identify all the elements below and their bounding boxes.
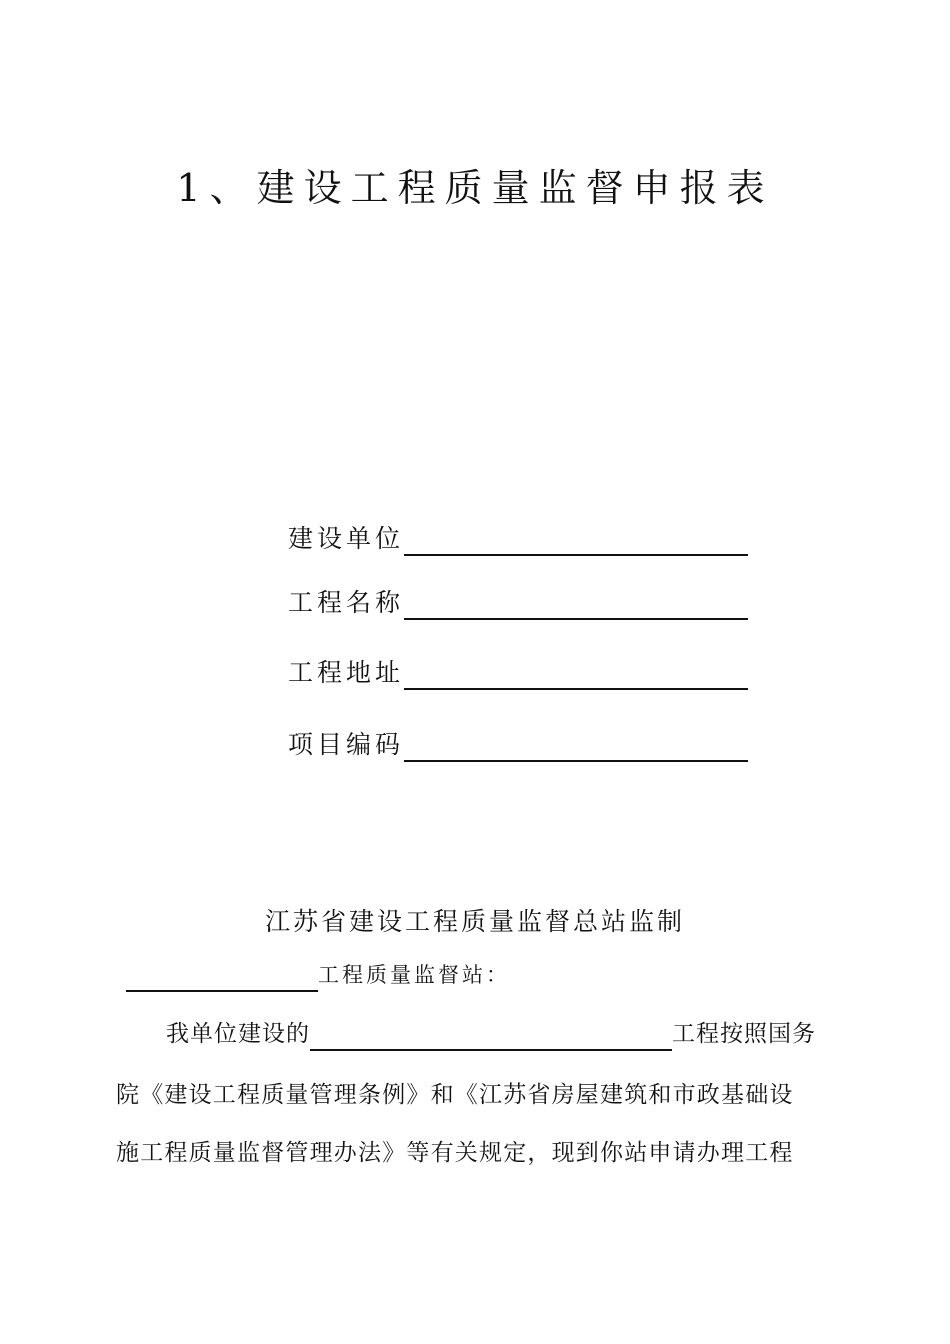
addressee-suffix: 工程质量监督站：	[318, 963, 510, 987]
project-name-blank[interactable]	[310, 1019, 672, 1051]
issuer-text: 江苏省建设工程质量监督总站监制	[264, 907, 685, 936]
field-label-construction-unit: 建设单位	[288, 524, 405, 553]
letter-line-1	[166, 1017, 816, 1051]
document-title: 1、建设工程质量监督申报表	[176, 166, 774, 210]
letter-line-2: 院《建设工程质量管理条例》和《江苏省房屋建筑和市政基础设	[116, 1082, 794, 1108]
field-label-project-code: 项目编码	[288, 730, 405, 759]
letter-line-3: 施工程质量监督管理办法》等有关规定，现到你站申请办理工程	[116, 1140, 794, 1166]
field-blank-project-name[interactable]	[404, 588, 748, 620]
addressee-blank[interactable]	[126, 962, 318, 992]
field-blank-construction-unit[interactable]	[404, 524, 748, 556]
letter-line-1-suffix: 工程按照国务	[672, 1021, 816, 1047]
field-label-project-address: 工程地址	[288, 658, 405, 687]
field-label-project-name: 工程名称	[288, 588, 405, 617]
field-blank-project-code[interactable]	[404, 730, 748, 762]
field-project-address	[288, 656, 748, 690]
field-project-code	[288, 728, 748, 762]
field-construction-unit	[288, 522, 748, 556]
field-project-name	[288, 586, 748, 620]
letter-line-1-prefix: 我单位建设的	[166, 1021, 310, 1047]
field-blank-project-address[interactable]	[404, 658, 748, 690]
letter-addressee	[126, 958, 510, 992]
